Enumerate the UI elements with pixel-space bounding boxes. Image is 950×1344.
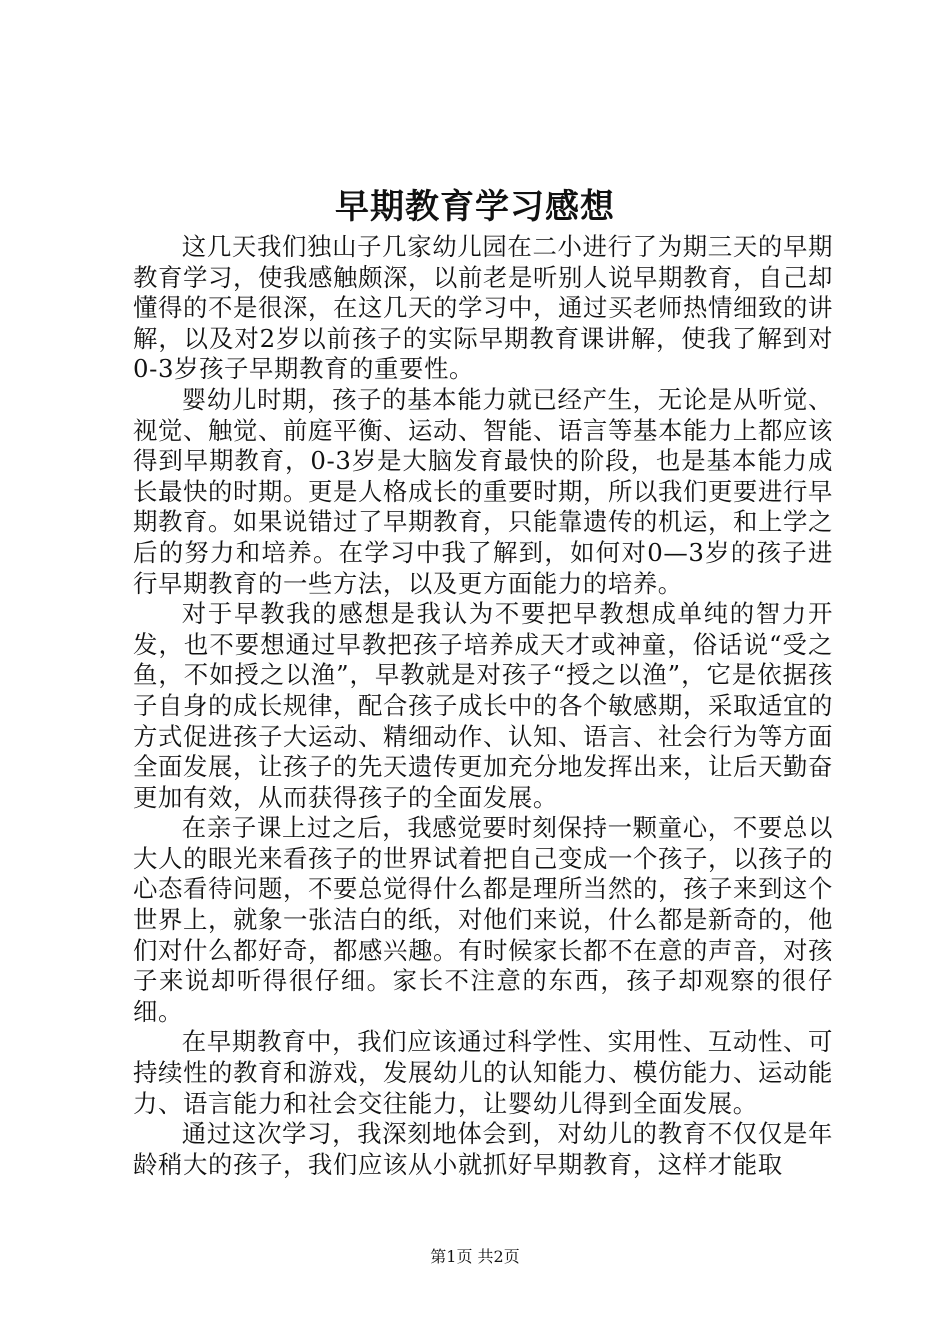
- paragraph-2: 婴幼儿时期，孩子的基本能力就已经产生，无论是从听觉、视觉、触觉、前庭平衡、运动、智能、语言等基本能力上都应该得到早期教育，0-3岁是大脑发育最快的阶段，也是基本能力成长最快的时期。更是人格成长的重要时期，所以我们更要进行早期教育。如果说错过了早期教育，只能靠遗传的机运，和上学之后的努力和培养。在学习中我了解到，如何对0—3岁的孩子进行早期教育的一些方法，以及更方面能力的培养。: [133, 384, 833, 598]
- paragraph-4: 在亲子课上过之后，我感觉要时刻保持一颗童心，不要总以大人的眼光来看孩子的世界试着把自己变成一个孩子，以孩子的心态看待问题，不要总觉得什么都是理所当然的，孩子来到这个世界上，就象一张洁白的纸，对他们来说，什么都是新奇的，他们对什么都好奇，都感兴趣。有时候家长都不在意的声音，对孩子来说却听得很仔细。家长不注意的东西，孩子却观察的很仔细。: [133, 813, 833, 1026]
- paragraph-5: 在早期教育中，我们应该通过科学性、实用性、互动性、可持续性的教育和游戏，发展幼儿的认知能力、模仿能力、运动能力、语言能力和社会交往能力，让婴幼儿得到全面发展。: [133, 1027, 833, 1118]
- paragraph-3: 对于早教我的感想是我认为不要把早教想成单纯的智力开发，也不要想通过早教把孩子培养成天才或神童，俗话说“受之鱼，不如授之以渔”，早教就是对孩子“授之以渔”，它是依据孩子自身的成长规律，配合孩子成长中的各个敏感期，采取适宜的方式促进孩子大运动、精细动作、认知、语言、社会行为等方面全面发展，让孩子的先天遗传更加充分地发挥出来，让后天勤奋更加有效，从而获得孩子的全面发展。: [133, 599, 833, 812]
- paragraph-1: 这几天我们独山子几家幼儿园在二小进行了为期三天的早期教育学习，使我感触颇深，以前老是听别人说早期教育，自己却懂得的不是很深，在这几天的学习中，通过买老师热情细致的讲解，以及对2岁以前孩子的实际早期教育课讲解，使我了解到对0-3岁孩子早期教育的重要性。: [133, 232, 833, 384]
- document-title: 早期教育学习感想: [335, 187, 615, 227]
- paragraph-6: 通过这次学习，我深刻地体会到，对幼儿的教育不仅仅是年龄稍大的孩子，我们应该从小就抓好早期教育，这样才能取: [133, 1119, 833, 1179]
- document-body: [133, 232, 833, 1180]
- page-footer: 第1页 共2页: [430, 1247, 520, 1266]
